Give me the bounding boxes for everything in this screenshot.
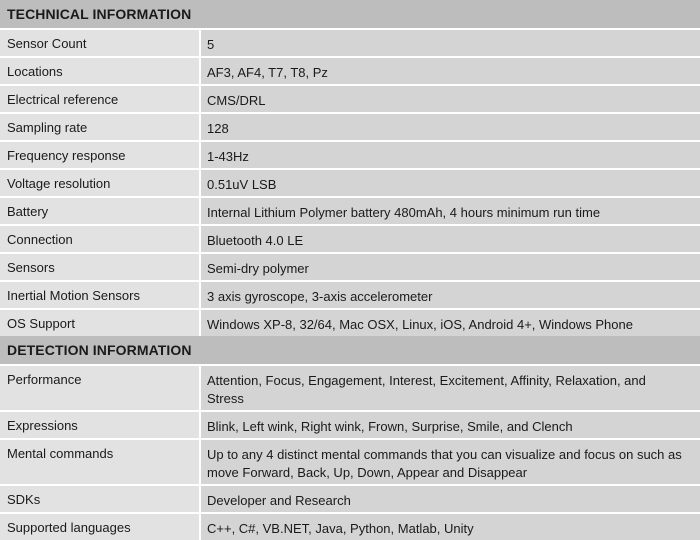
row-value: AF3, AF4, T7, T8, Pz xyxy=(200,57,700,85)
row-label: SDKs xyxy=(0,485,200,513)
row-label: Sensor Count xyxy=(0,29,200,57)
row-label: Battery xyxy=(0,197,200,225)
row-label: Sensors xyxy=(0,253,200,281)
row-label: Mental commands xyxy=(0,439,200,485)
table-row xyxy=(0,85,700,113)
table-row xyxy=(0,29,700,57)
table-row xyxy=(0,253,700,281)
row-label: Electrical reference xyxy=(0,85,200,113)
table-row xyxy=(0,281,700,309)
row-value: Blink, Left wink, Right wink, Frown, Surprise, Smile, and Clench xyxy=(200,411,700,439)
row-value: Attention, Focus, Engagement, Interest, Excitement, Affinity, Relaxation, and Stress xyxy=(200,365,700,411)
table-row xyxy=(0,57,700,85)
row-label: Locations xyxy=(0,57,200,85)
row-value: 1-43Hz xyxy=(200,141,700,169)
row-label: Performance xyxy=(0,365,200,411)
row-label: Frequency response xyxy=(0,141,200,169)
table-row xyxy=(0,141,700,169)
row-value: C++, C#, VB.NET, Java, Python, Matlab, Unity xyxy=(200,513,700,540)
row-label: Expressions xyxy=(0,411,200,439)
section-header-detection xyxy=(0,336,700,365)
row-value: Windows XP-8, 32/64, Mac OSX, Linux, iOS, Android 4+, Windows Phone xyxy=(200,309,700,336)
table-row xyxy=(0,309,700,336)
section-title: TECHNICAL INFORMATION xyxy=(0,0,700,29)
row-value: 5 xyxy=(200,29,700,57)
row-label: Inertial Motion Sensors xyxy=(0,281,200,309)
row-value: Internal Lithium Polymer battery 480mAh, 4 hours minimum run time xyxy=(200,197,700,225)
row-label: Supported languages xyxy=(0,513,200,540)
row-label: Sampling rate xyxy=(0,113,200,141)
row-value: Bluetooth 4.0 LE xyxy=(200,225,700,253)
table-row xyxy=(0,513,700,540)
table-row xyxy=(0,197,700,225)
table-row xyxy=(0,485,700,513)
row-value: 128 xyxy=(200,113,700,141)
section-header-technical xyxy=(0,0,700,29)
row-value: 3 axis gyroscope, 3-axis accelerometer xyxy=(200,281,700,309)
table-row xyxy=(0,365,700,411)
row-value: Semi-dry polymer xyxy=(200,253,700,281)
row-value: 0.51uV LSB xyxy=(200,169,700,197)
table-row xyxy=(0,113,700,141)
table-row xyxy=(0,439,700,485)
section-title: DETECTION INFORMATION xyxy=(0,336,700,365)
table-row xyxy=(0,225,700,253)
row-value: Developer and Research xyxy=(200,485,700,513)
table-row xyxy=(0,169,700,197)
row-label: Connection xyxy=(0,225,200,253)
row-label: OS Support xyxy=(0,309,200,336)
row-value: Up to any 4 distinct mental commands that you can visualize and focus on such as move Forward, Back, Up, Down, Appear and Disappear xyxy=(200,439,700,485)
table-row xyxy=(0,411,700,439)
row-value: CMS/DRL xyxy=(200,85,700,113)
row-label: Voltage resolution xyxy=(0,169,200,197)
